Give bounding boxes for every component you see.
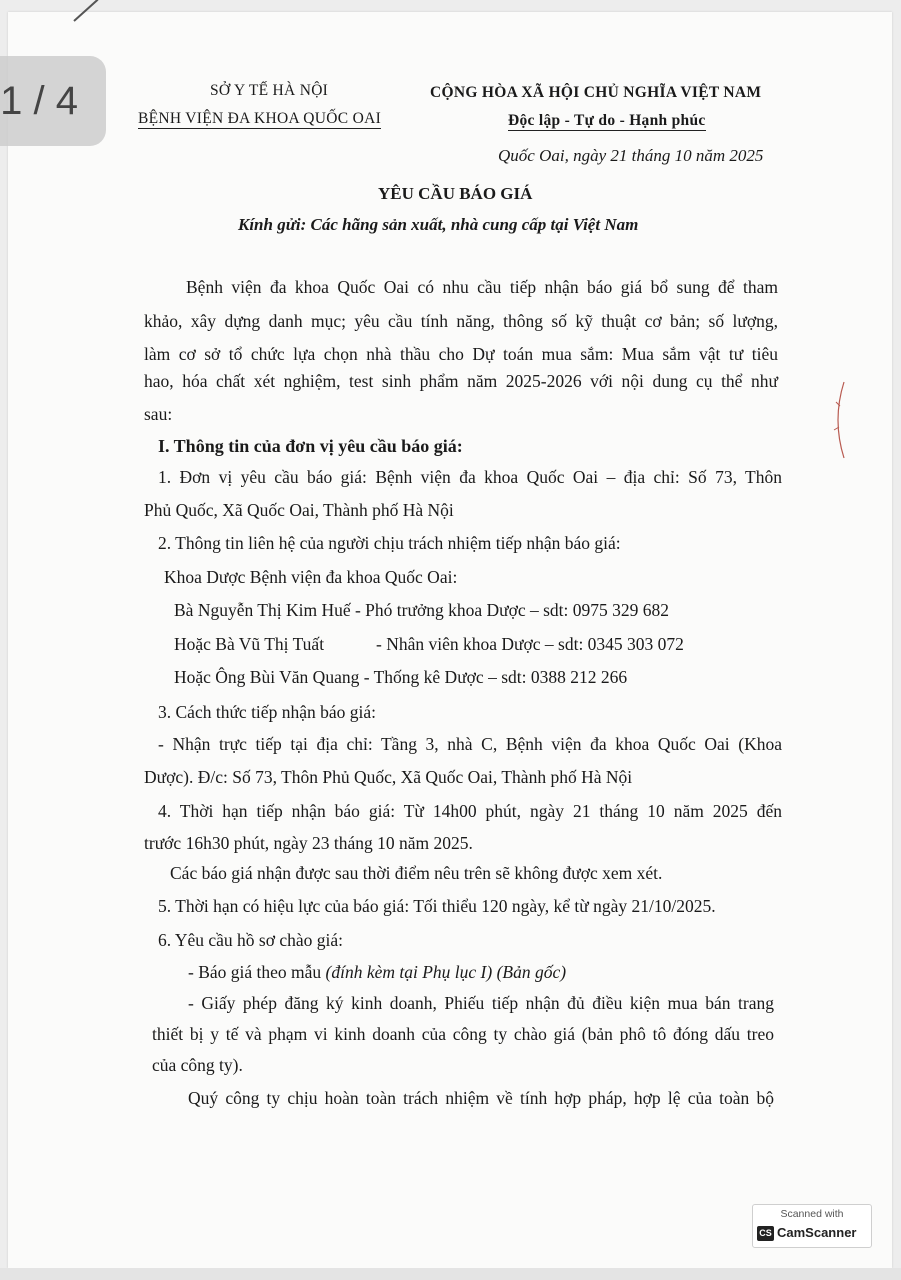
document-title: YÊU CẦU BÁO GIÁ: [378, 184, 533, 203]
camscanner-brand-text: CamScanner: [777, 1225, 857, 1240]
item-3: 3. Cách thức tiếp nhận báo giá:: [158, 702, 376, 722]
item-5: 5. Thời hạn có hiệu lực của báo giá: Tối thiểu 120 ngày, kể từ ngày 21/10/2025.: [158, 896, 716, 916]
section-1-heading: I. Thông tin của đơn vị yêu cầu báo giá:: [158, 436, 463, 456]
item-6: 6. Yêu cầu hồ sơ chào giá:: [158, 930, 344, 950]
recipient-line: Kính gửi: Các hãng sản xuất, nhà cung cấp tại Việt Nam: [238, 215, 639, 234]
national-motto: [508, 112, 706, 130]
camscanner-logo-icon: CS: [757, 1226, 774, 1241]
intro-line-4: [144, 371, 778, 392]
camscanner-caption: Scanned with: [780, 1208, 844, 1220]
item-4-line-1-text: 4. Thời hạn tiếp nhận báo giá: Từ 14h00 phút, ngày 21 tháng 10 năm 2025 đến: [158, 801, 782, 821]
intro-line-3-text: làm cơ sở tổ chức lựa chọn nhà thầu cho Dự toán mua sắm: Mua sắm vật tư tiêu: [144, 344, 778, 364]
contact-department: Khoa Dược Bệnh viện đa khoa Quốc Oai:: [164, 567, 458, 587]
item-6-b-line-2: [152, 1024, 774, 1045]
item-3-line-2: Dược). Đ/c: Số 73, Thôn Phủ Quốc, Xã Quốc Oai, Thành phố Hà Nội: [144, 767, 633, 787]
intro-line-2: [144, 311, 778, 332]
intro-line-4-text: hao, hóa chất xét nghiệm, test sinh phẩm năm 2025-2026 với nội dung cụ thể như: [144, 371, 778, 391]
item-6-a-prefix: - Báo giá theo mẫu: [188, 962, 326, 982]
next-page-edge: [0, 1268, 901, 1280]
stamp-edge: [826, 380, 846, 460]
item-6-a-italic: (đính kèm tại Phụ lục I) (Bản gốc): [325, 962, 567, 982]
national-title: CỘNG HÒA XÃ HỘI CHỦ NGHĨA VIỆT NAM: [430, 84, 762, 101]
item-6-b-line-2-text: thiết bị y tế và phạm vi kinh doanh của công ty chào giá (bản phô tô đóng dấu treo: [152, 1024, 774, 1044]
closing-line-1-text: Quý công ty chịu hoàn toàn trách nhiệm về tính hợp pháp, hợp lệ của toàn bộ: [188, 1088, 774, 1108]
item-4-line-2: trước 16h30 phút, ngày 23 tháng 10 năm 2025.: [144, 833, 473, 853]
document-date: Quốc Oai, ngày 21 tháng 10 năm 2025: [498, 146, 764, 165]
contact-3: Hoặc Ông Bùi Văn Quang - Thống kê Dược – sdt: 0388 212 266: [174, 667, 628, 687]
camscanner-brand: [757, 1225, 856, 1241]
page-indicator: 1 / 4: [0, 56, 106, 146]
item-1-line-1: [158, 467, 782, 488]
item-3-line-1: [158, 734, 782, 755]
item-6-b-line-1: [188, 993, 774, 1014]
intro-line-5: sau:: [144, 404, 173, 424]
hospital-name-text: BỆNH VIỆN ĐA KHOA QUỐC OAI: [138, 110, 382, 127]
contact-1: Bà Nguyễn Thị Kim Huế - Phó trưởng khoa Dược – sdt: 0975 329 682: [174, 600, 670, 620]
contact-2-name: Hoặc Bà Vũ Thị Tuất: [174, 634, 325, 654]
item-6-b-line-3: của công ty).: [152, 1055, 243, 1075]
closing-line-1: [188, 1088, 774, 1109]
item-4-note: Các báo giá nhận được sau thời điểm nêu trên sẽ không được xem xét.: [170, 863, 663, 883]
intro-line-1: [186, 277, 778, 298]
item-3-line-1-text: - Nhận trực tiếp tại địa chỉ: Tầng 3, nhà C, Bệnh viện đa khoa Quốc Oai (Khoa: [158, 734, 782, 754]
national-motto-text: Độc lập - Tự do - Hạnh phúc: [508, 112, 706, 129]
item-1-line-1-text: 1. Đơn vị yêu cầu báo giá: Bệnh viện đa khoa Quốc Oai – địa chỉ: Số 73, Thôn: [158, 467, 782, 487]
intro-line-1-text: Bệnh viện đa khoa Quốc Oai có nhu cầu tiếp nhận báo giá bổ sung để tham: [186, 277, 778, 297]
item-1-line-2: Phủ Quốc, Xã Quốc Oai, Thành phố Hà Nội: [144, 500, 454, 520]
item-4-line-1: [158, 801, 782, 822]
item-6-b-line-1-text: - Giấy phép đăng ký kinh doanh, Phiếu tiếp nhận đủ điều kiện mua bán trang: [188, 993, 774, 1013]
item-6-a: [188, 962, 566, 983]
hospital-name: [138, 110, 381, 128]
camscanner-badge: [752, 1204, 872, 1248]
item-2: 2. Thông tin liên hệ của người chịu trách nhiệm tiếp nhận báo giá:: [158, 533, 621, 553]
contact-2-role: - Nhân viên khoa Dược – sdt: 0345 303 072: [376, 634, 684, 654]
intro-line-2-text: khảo, xây dựng danh mục; yêu cầu tính năng, thông số kỹ thuật cơ bản; số lượng,: [144, 311, 778, 331]
ministry-name: SỞ Y TẾ HÀ NỘI: [210, 82, 329, 99]
intro-line-3: [144, 344, 778, 365]
